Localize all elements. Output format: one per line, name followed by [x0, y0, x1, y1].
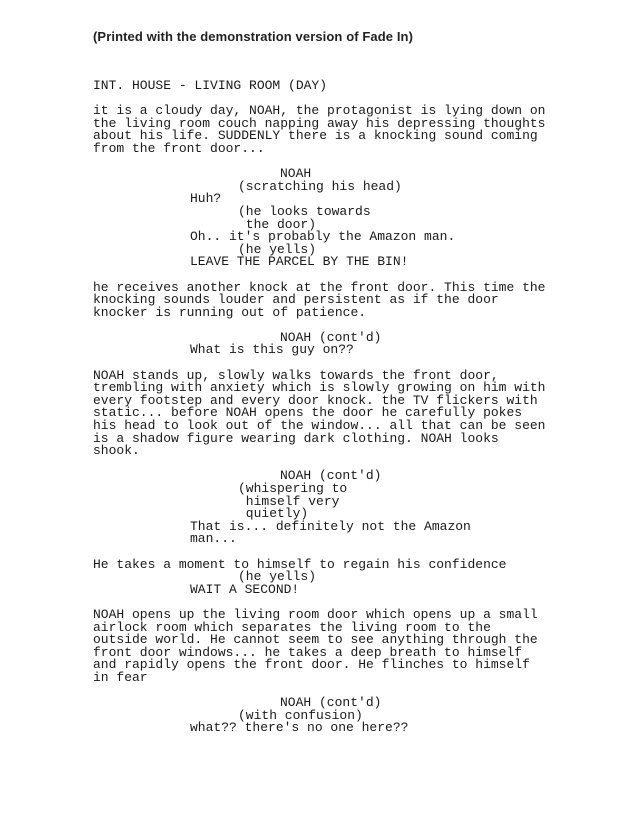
parenthetical: (he yells) — [238, 241, 317, 257]
character-name: NOAH (cont'd) — [280, 695, 382, 711]
action-line: and rapidly opens the front door. He flinches to himself — [93, 657, 530, 673]
action-line: airlock room which separates the living room to the — [93, 619, 491, 635]
dialogue-line: Huh? — [190, 191, 222, 207]
action-line: NOAH stands up, slowly walks towards the front door, — [93, 367, 499, 383]
action-line: from the front door... — [93, 140, 265, 156]
parenthetical: (he looks towards — [238, 203, 371, 219]
block-spacer — [93, 156, 553, 169]
action-line: knocker is running out of patience. — [93, 304, 367, 320]
action-line: in fear — [93, 669, 148, 685]
action-line: front door windows... he takes a deep breath to himself — [93, 644, 523, 660]
character-name: NOAH (cont'd) — [280, 329, 382, 345]
dialogue-line: man... — [190, 531, 237, 547]
character-name: NOAH (cont'd) — [280, 468, 382, 484]
character-name: NOAH — [280, 166, 312, 182]
action-line: every footstep and every door knock. the TV flickers with — [93, 392, 538, 408]
demo-watermark: (Printed with the demonstration version of Fade In) — [93, 29, 414, 44]
scene-heading: INT. HOUSE - LIVING ROOM (DAY) — [93, 78, 328, 93]
parenthetical: the door) — [238, 216, 317, 232]
parenthetical: himself very — [238, 493, 340, 509]
action-line: static... before NOAH opens the door he carefully pokes — [93, 405, 523, 421]
action-line: NOAH opens up the living room door which opens up a small — [93, 606, 538, 622]
action-line: knocking sounds louder and persistent as if the door — [93, 292, 499, 308]
dialogue-line: LEAVE THE PARCEL BY THE BIN! — [190, 254, 409, 270]
action-line: about his life. SUDDENLY there is a knocking sound coming — [93, 128, 538, 144]
action-line: he receives another knock at the front door. This time the — [93, 279, 546, 295]
parenthetical: quietly) — [238, 506, 309, 522]
action-line: his head to look out of the window... all that can be seen — [93, 418, 546, 434]
parenthetical: (whispering to — [238, 481, 348, 496]
action-line: the living room couch napping away his depressing thoughts — [93, 115, 546, 131]
parenthetical: (he yells) — [238, 569, 317, 585]
action-line: is a shadow figure wearing dark clothing. NOAH looks — [93, 430, 499, 446]
action-line: trembling with anxiety which is slowly growing on him with — [93, 380, 546, 396]
action-line: He takes a moment to himself to regain his confidence — [93, 556, 507, 572]
dialogue-line: That is... definitely not the Amazon — [190, 518, 471, 534]
screenplay-body — [93, 80, 553, 735]
parenthetical: (scratching his head) — [238, 178, 402, 194]
dialogue-line: What is this guy on?? — [190, 342, 354, 358]
dialogue-line: what?? there's no one here?? — [190, 720, 409, 736]
action-line: shook. — [93, 443, 140, 459]
action-line: outside world. He cannot seem to see anything through the — [93, 632, 538, 648]
action-line: it is a cloudy day, NOAH, the protagonist is lying down on — [93, 103, 546, 119]
dialogue-line: WAIT A SECOND! — [190, 581, 300, 597]
parenthetical: (with confusion) — [238, 707, 363, 723]
dialogue-line: Oh.. it's probably the Amazon man. — [190, 229, 456, 245]
